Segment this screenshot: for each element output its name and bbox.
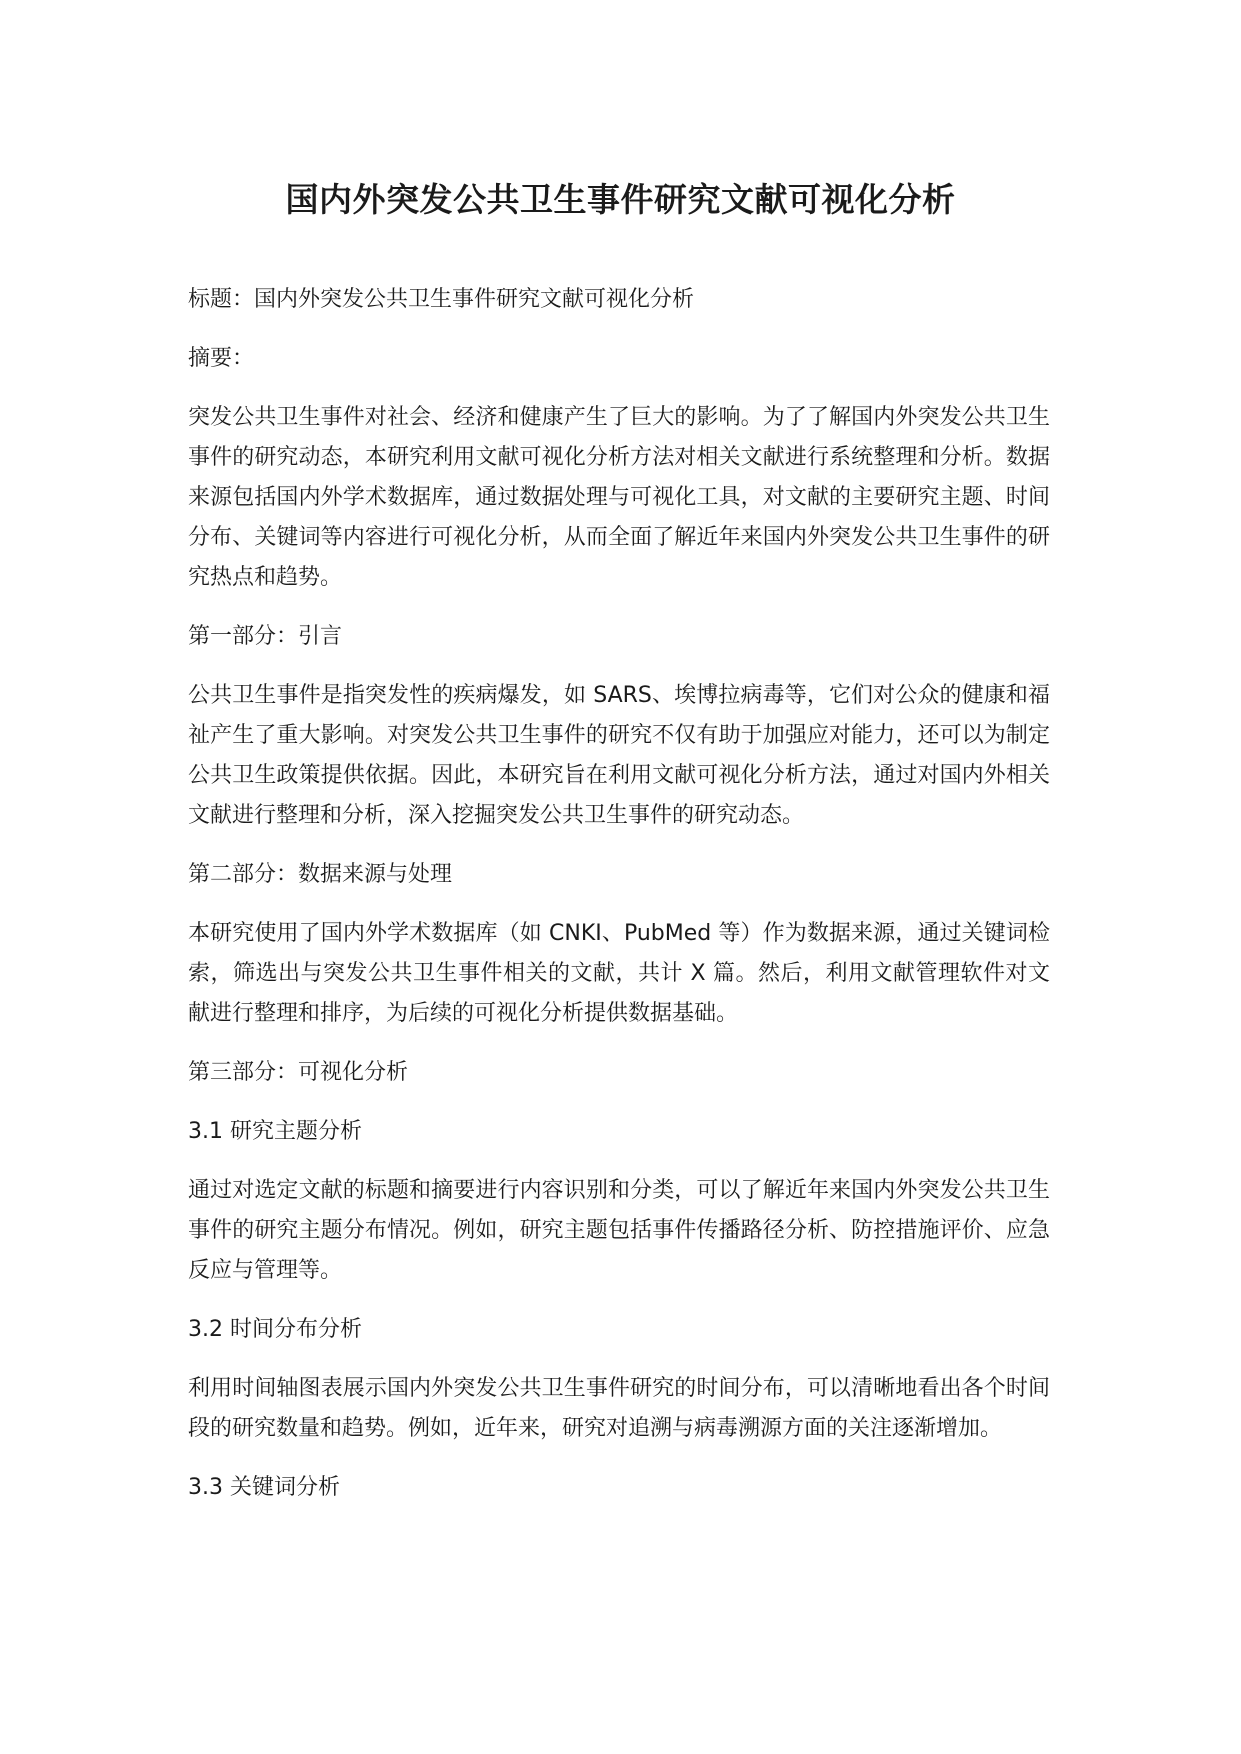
subsection-3-2-heading: 3.2 时间分布分析 xyxy=(188,1317,362,1342)
abstract-label: 摘要： xyxy=(188,346,255,371)
section-3-heading: 第三部分：可视化分析 xyxy=(188,1060,409,1085)
section-2-paragraph: 本研究使用了国内外学术数据库（如 CNKI、PubMed 等）作为数据来源，通过关键词检索，筛选出与突发公共卫生事件相关的文献，共计 X 篇。然后，利用文献管理软件对文献进行整理和排序，为后续的可视化分析提供数据基础。 xyxy=(188,921,1050,1026)
document-title: 国内外突发公共卫生事件研究文献可视化分析 xyxy=(285,180,956,219)
title-line: 标题：国内外突发公共卫生事件研究文献可视化分析 xyxy=(188,287,695,312)
subsection-3-1-heading: 3.1 研究主题分析 xyxy=(188,1119,362,1144)
subsection-3-1-paragraph: 通过对选定文献的标题和摘要进行内容识别和分类，可以了解近年来国内外突发公共卫生事件的研究主题分布情况。例如，研究主题包括事件传播路径分析、防控措施评价、应急反应与管理等。 xyxy=(188,1178,1050,1283)
abstract-paragraph: 突发公共卫生事件对社会、经济和健康产生了巨大的影响。为了了解国内外突发公共卫生事件的研究动态，本研究利用文献可视化分析方法对相关文献进行系统整理和分析。数据来源包括国内外学术数据库，通过数据处理与可视化工具，对文献的主要研究主题、时间分布、关键词等内容进行可视化分析，从而全面了解近年来国内外突发公共卫生事件的研究热点和趋势。 xyxy=(188,405,1050,590)
section-1-paragraph: 公共卫生事件是指突发性的疾病爆发，如 SARS、埃博拉病毒等，它们对公众的健康和福祉产生了重大影响。对突发公共卫生事件的研究不仅有助于加强应对能力，还可以为制定公共卫生政策提供依据。因此，本研究旨在利用文献可视化分析方法，通过对国内外相关文献进行整理和分析，深入挖掘突发公共卫生事件的研究动态。 xyxy=(188,683,1050,828)
subsection-3-3-heading: 3.3 关键词分析 xyxy=(188,1475,340,1500)
document-body xyxy=(188,280,1050,1527)
subsection-3-2-paragraph: 利用时间轴图表展示国内外突发公共卫生事件研究的时间分布，可以清晰地看出各个时间段的研究数量和趋势。例如，近年来，研究对追溯与病毒溯源方面的关注逐渐增加。 xyxy=(188,1376,1050,1441)
section-1-heading: 第一部分：引言 xyxy=(188,624,343,649)
section-2-heading: 第二部分：数据来源与处理 xyxy=(188,862,453,887)
